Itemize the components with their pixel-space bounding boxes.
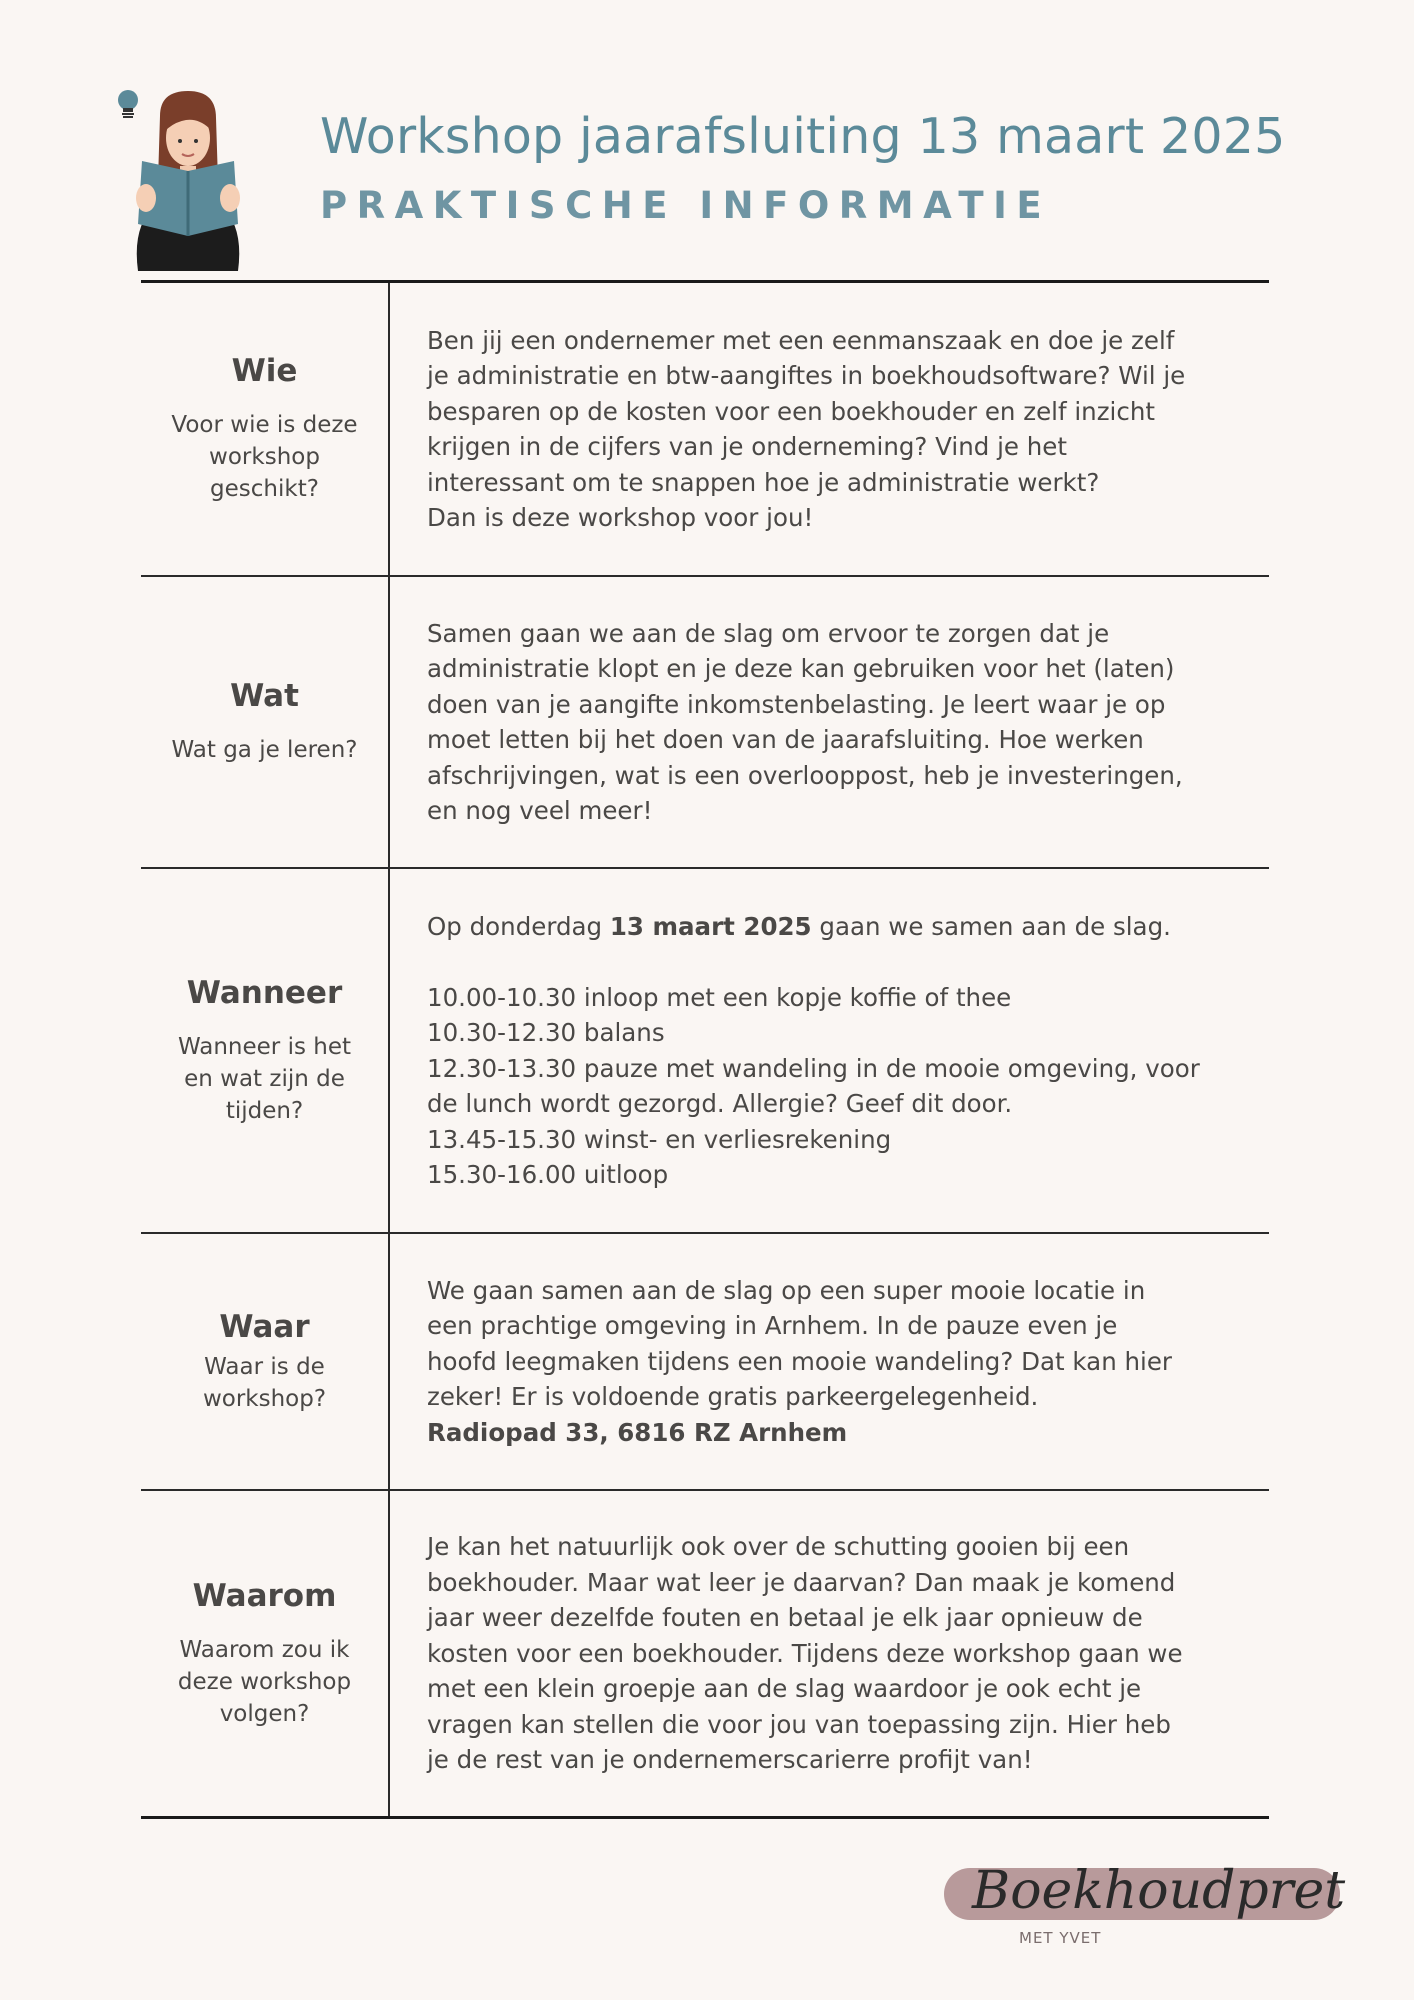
text-line: met een klein groepje aan de slag waardoor je ook echt je xyxy=(427,1674,1142,1704)
row-heading: Waarom xyxy=(192,1577,337,1614)
question-line: geschikt? xyxy=(210,476,319,502)
question-line: Waarom zou ik xyxy=(179,1636,350,1663)
row-content-cell xyxy=(390,577,1269,867)
question-line: Wat ga je leren? xyxy=(171,737,358,763)
row-label-cell xyxy=(141,1491,390,1816)
text-line: kosten voor een boekhouder. Tijdens deze workshop gaan we xyxy=(427,1638,1183,1668)
page-subtitle: PRAKTISCHE INFORMATIE xyxy=(320,184,1052,227)
text-line: zeker! Er is voldoende gratis parkeergelegenheid. xyxy=(427,1382,1039,1412)
text-line: je administratie en btw-aangiftes in boekhoudsoftware? Wil je xyxy=(427,361,1186,390)
row-question xyxy=(178,1031,351,1127)
page-title: Workshop jaarafsluiting 13 maart 2025 xyxy=(320,108,1286,165)
intro-text: Op donderdag xyxy=(427,911,610,941)
row-heading: Waar xyxy=(219,1308,310,1345)
boekhoudpret-logo xyxy=(940,1838,1350,1968)
text-line: en nog veel meer! xyxy=(427,796,653,825)
info-table xyxy=(141,280,1269,1819)
text-line: Samen gaan we aan de slag om ervoor te zorgen dat je xyxy=(427,618,1110,648)
lightbulb-icon xyxy=(118,90,138,117)
question-line: Voor wie is deze xyxy=(171,412,358,438)
intro-date: 13 maart 2025 xyxy=(609,911,812,941)
address-text: Radiopad 33, 6816 RZ Arnhem xyxy=(427,1417,848,1447)
intro-text: gaan we samen aan de slag. xyxy=(811,911,1171,941)
schedule-line: 15.30-16.00 uitloop xyxy=(427,1160,669,1189)
logo-subtext: MET YVET xyxy=(1019,1929,1102,1947)
text-line: je de rest van je ondernemerscarierre profijt van! xyxy=(427,1745,1033,1775)
text-line: moet letten bij het doen van de jaarafsluiting. Hoe werken xyxy=(427,725,1144,754)
spacer xyxy=(427,944,1269,980)
schedule-line: de lunch wordt gezorgd. Allergie? Geef dit door. xyxy=(427,1089,1013,1118)
address xyxy=(427,1415,1269,1451)
question-line: Waar is de xyxy=(204,1353,325,1380)
logo-wordmark: Boekhoudpret xyxy=(972,1861,1346,1921)
schedule-line: 13.45-15.30 winst- en verliesrekening xyxy=(427,1124,892,1154)
row-label-cell xyxy=(141,1234,390,1489)
question-line: workshop? xyxy=(202,1385,327,1412)
row-content-cell xyxy=(390,283,1269,575)
question-line: workshop xyxy=(209,444,320,470)
text-line: een prachtige omgeving in Arnhem. In de pauze even je xyxy=(427,1311,1118,1341)
row-heading: Wie xyxy=(231,353,298,389)
row-question xyxy=(178,1634,351,1730)
row-label-cell xyxy=(141,577,390,867)
text-line: boekhouder. Maar wat leer je daarvan? Dan maak je komend xyxy=(427,1567,1176,1597)
text-line: interessant om te snappen hoe je administratie werkt? xyxy=(427,467,1100,497)
woman-reading-illustration xyxy=(110,86,270,276)
text-line: jaar weer dezelfde fouten en betaal je elk jaar opnieuw de xyxy=(427,1603,1143,1633)
row-label-cell xyxy=(141,283,390,575)
text-line: vragen kan stellen die voor jou van toepassing zijn. Hier heb xyxy=(427,1709,1171,1739)
table-row-waarom xyxy=(141,1491,1269,1816)
question-line: en wat zijn de xyxy=(184,1065,345,1092)
text-line: We gaan samen aan de slag op een super mooie locatie in xyxy=(427,1275,1146,1305)
table-row-wanneer xyxy=(141,869,1269,1234)
text-line: Ben jij een ondernemer met een eenmanszaak en doe je zelf xyxy=(427,325,1175,355)
row-content-cell xyxy=(390,1234,1269,1489)
table-row-wie xyxy=(141,283,1269,577)
row-heading: Wat xyxy=(230,678,299,714)
table-row-wat xyxy=(141,577,1269,869)
row-content-cell xyxy=(390,869,1269,1232)
text-line: Dan is deze workshop voor jou! xyxy=(427,503,814,532)
question-line: Wanneer is het xyxy=(177,1033,352,1060)
row-label-cell xyxy=(141,869,390,1232)
text-line: besparen op de kosten voor een boekhouder en zelf inzicht xyxy=(427,396,1155,426)
row-question xyxy=(203,1351,326,1415)
question-line: volgen? xyxy=(219,1700,310,1727)
row-question xyxy=(171,409,357,505)
row-content-cell xyxy=(390,1491,1269,1816)
schedule-line: 10.00-10.30 inloop met een kopje koffie of thee xyxy=(427,982,1012,1012)
question-line: tijden? xyxy=(225,1097,304,1124)
text-line: afschrijvingen, wat is een overlooppost, heb je investeringen, xyxy=(427,760,1183,790)
text-line: doen van je aangifte inkomstenbelasting. Je leert waar je op xyxy=(427,689,1166,719)
schedule-line: 10.30-12.30 balans xyxy=(427,1018,665,1047)
question-line: deze workshop xyxy=(177,1668,352,1695)
row-question xyxy=(172,734,358,766)
text-line: Je kan het natuurlijk ook over de schutting gooien bij een xyxy=(427,1532,1130,1562)
text-line: krijgen in de cijfers van je onderneming? Vind je het xyxy=(427,432,1067,461)
schedule-line: 12.30-13.30 pauze met wandeling in de mooie omgeving, voor xyxy=(427,1053,1200,1083)
intro-line xyxy=(427,909,1269,945)
text-line: hoofd leegmaken tijdens een mooie wandeling? Dat kan hier xyxy=(427,1346,1172,1376)
row-heading: Wanneer xyxy=(186,974,343,1011)
table-row-waar xyxy=(141,1234,1269,1491)
text-line: administratie klopt en je deze kan gebruiken voor het (laten) xyxy=(427,654,1175,683)
